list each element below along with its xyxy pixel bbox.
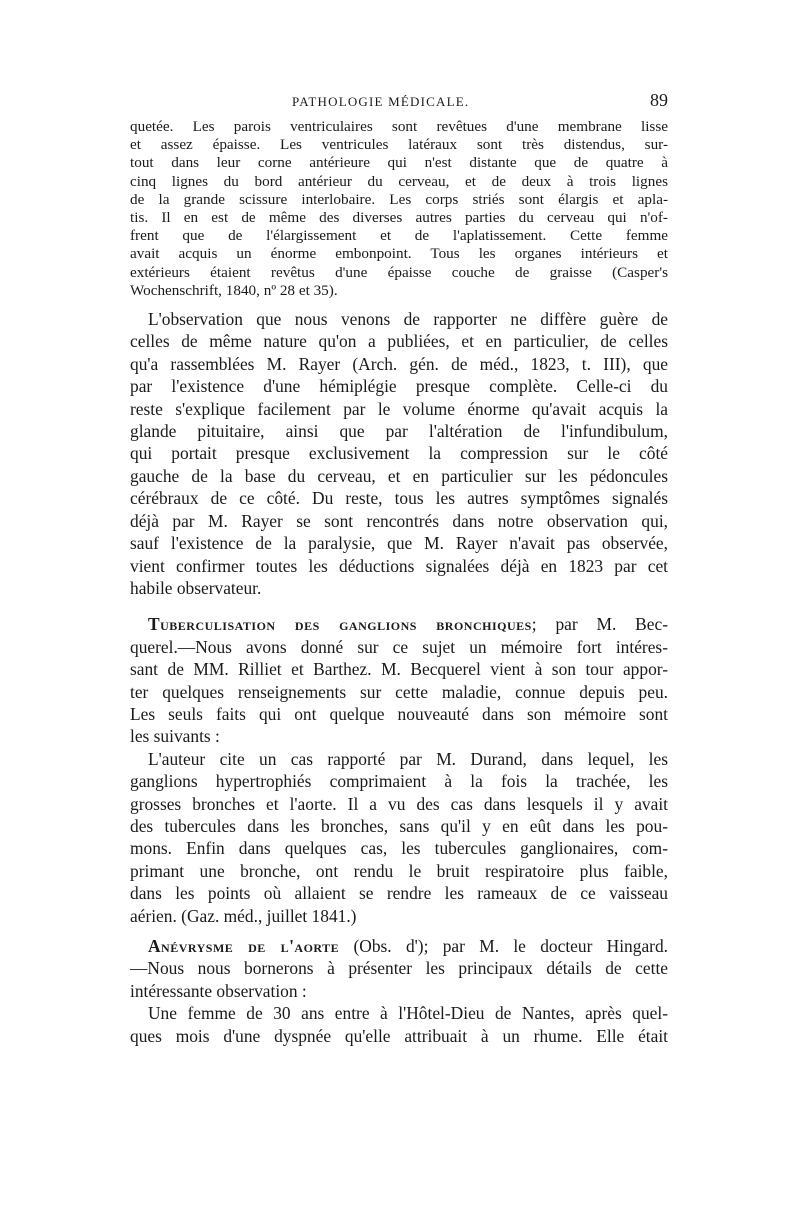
text-line: les suivants :: [130, 726, 220, 747]
intro-paragraph: [130, 118, 668, 300]
text-line: avait acquis un énorme embonpoint. Tous les organes intérieurs et: [130, 245, 668, 263]
section-heading: Tuberculisation des ganglions bronchiques: [148, 614, 532, 635]
text-line: L'auteur cite un cas rapporté par M. Durand, dans lequel, les: [148, 748, 668, 769]
text-line: par l'existence d'une hémiplégie presque complète. Celle-ci du: [130, 376, 668, 397]
text-line: ques mois d'une dyspnée qu'elle attribuait à un rhume. Elle était: [130, 1025, 668, 1046]
text-line: —Nous nous bornerons à présenter les principaux détails de cette: [130, 958, 668, 979]
text-line: des tubercules dans les bronches, sans qu'il y en eût dans les pou-: [130, 815, 668, 836]
text-line: cérébraux de ce côté. Du reste, tous les autres symptômes signalés: [130, 488, 668, 509]
section-heading-tail: (Obs. d'); par M. le docteur Hingard.: [339, 936, 668, 956]
section-heading-line: [130, 613, 668, 635]
text-line: querel.—Nous avons donné sur ce sujet un mémoire fort intéres-: [130, 636, 668, 657]
text-line: cinq lignes du bord antérieur du cerveau, et de deux à trois lignes: [130, 172, 668, 190]
text-line: habile observateur.: [130, 577, 262, 598]
text-line: glande pituitaire, ainsi que par l'altération de l'infundibulum,: [130, 421, 668, 442]
text-line: qui portait presque exclusivement la compression sur le côté: [130, 443, 668, 464]
document-page: [130, 88, 668, 1047]
text-line: quetée. Les parois ventriculaires sont revêtues d'une membrane lisse: [130, 118, 668, 135]
text-line: aérien. (Gaz. méd., juillet 1841.): [130, 905, 357, 926]
text-line: Une femme de 30 ans entre à l'Hôtel-Dieu de Nantes, après quel-: [148, 1003, 668, 1024]
text-line: et assez épaisse. Les ventricules latéraux sont très distendus, sur-: [130, 136, 668, 154]
text-line: frent que de l'élargissement et de l'aplatissement. Cette femme: [130, 227, 668, 245]
section-tuberculisation: [130, 613, 668, 927]
text-line: L'observation que nous venons de rapporter ne diffère guère de: [148, 309, 668, 330]
text-line: sant de MM. Rilliet et Barthez. M. Becquerel vient à son tour appor-: [130, 659, 668, 680]
text-line: Les seuls faits qui ont quelque nouveauté dans son mémoire sont: [130, 703, 668, 724]
section-heading-tail: ; par M. Bec-: [531, 614, 668, 635]
page-number: 89: [650, 90, 668, 110]
section-anevrysme: [130, 935, 668, 1047]
section-heading: Anévrysme de l'aorte: [148, 936, 340, 956]
observation-paragraph: [130, 308, 668, 599]
text-line: tis. Il en est de même des diverses autres parties du cerveau qui n'of-: [130, 209, 668, 227]
text-line: extérieurs étaient revêtus d'une épaisse couche de graisse (Casper's: [130, 263, 668, 281]
text-line: celles de même nature qu'on a publiées, et en particulier, de celles: [130, 331, 668, 352]
text-line: primant une bronche, ont rendu le bruit respiratoire plus faible,: [130, 860, 668, 881]
text-line: déjà par M. Rayer se sont rencontrés dans notre observation qui,: [130, 510, 668, 531]
text-line: gauche de la base du cerveau, et en particulier sur les pédoncules: [130, 465, 668, 486]
text-line: vient confirmer toutes les déductions signalées déjà en 1823 par cet: [130, 555, 668, 576]
text-line: ganglions hypertrophiés comprimaient à la fois la trachée, les: [130, 771, 668, 792]
text-line: sauf l'existence de la paralysie, que M. Rayer n'avait pas observée,: [130, 533, 668, 554]
text-line: qu'a rassemblées M. Rayer (Arch. gén. de méd., 1823, t. III), que: [130, 353, 668, 374]
running-head: [130, 88, 668, 118]
text-line: ter quelques renseignements sur cette maladie, connue depuis peu.: [130, 681, 668, 702]
text-line: Wochenschrift, 1840, nº 28 et 35).: [130, 281, 338, 299]
text-line: mons. Enfin dans quelques cas, les tubercules ganglionaires, com-: [130, 838, 668, 859]
text-line: reste s'explique facilement par le volume énorme qu'avait acquis la: [130, 398, 668, 419]
running-head-title: PATHOLOGIE MÉDICALE.: [292, 94, 470, 109]
text-line: tout dans leur corne antérieure qui n'est distante que de quatre à: [130, 154, 668, 172]
text-line: intéressante observation :: [130, 980, 307, 1001]
text-line: grosses bronches et l'aorte. Il a vu des cas dans lesquels il y avait: [130, 793, 668, 814]
text-line: dans les points où allaient se rendre les rameaux de ce vaisseau: [130, 883, 668, 904]
section-heading-line: [130, 935, 668, 957]
text-line: de la grande scissure interlobaire. Les corps striés sont élargis et apla-: [130, 190, 668, 208]
